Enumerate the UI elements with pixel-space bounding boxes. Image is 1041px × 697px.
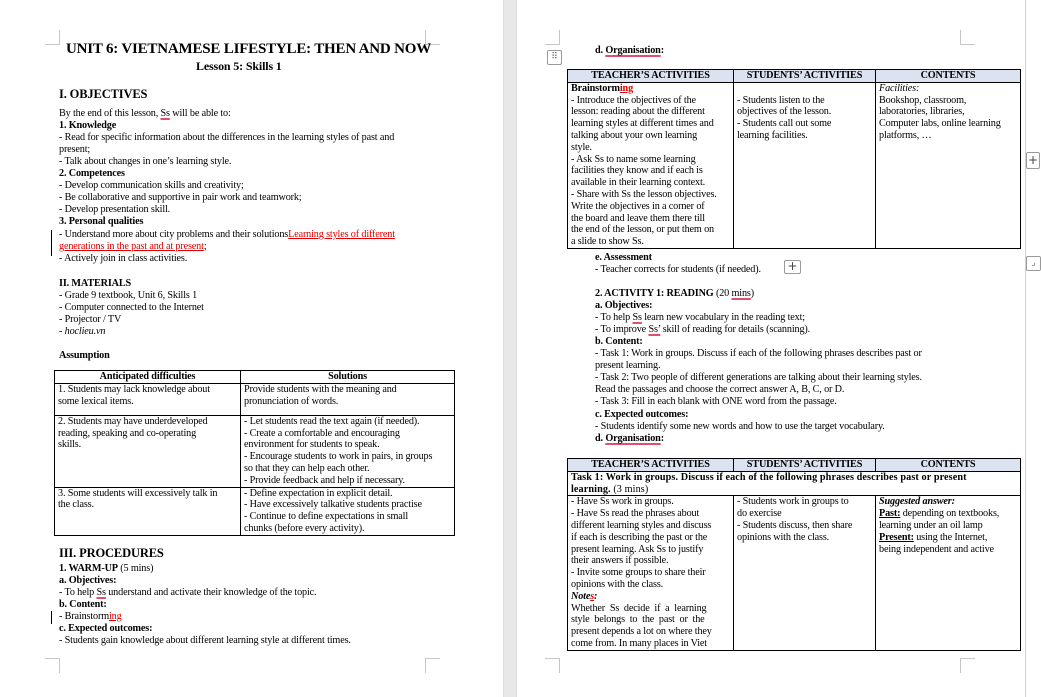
quality-line: - Actively join in class activities. [59, 253, 188, 264]
text: available in their learning context. [571, 177, 706, 189]
column-header: TEACHER’S ACTIVITIES [568, 459, 734, 472]
text: reading, speaking and co-operating [58, 427, 197, 439]
task-row [568, 471, 1021, 496]
text: d. [595, 433, 606, 444]
activity1-objectives-heading: a. Objectives: [595, 300, 653, 311]
text: Write the objectives in a corner of [571, 200, 705, 212]
text: Suggested answer: [879, 496, 955, 508]
activity1-content-line: - Task 3: Fill in each blank with ONE word from the passage. [595, 396, 837, 407]
text: Bookshop, classroom, [879, 94, 967, 106]
tracked-insertion[interactable]: Learning styles of different [288, 229, 395, 240]
warmup-outcome-line: - Students gain knowledge about different learning style at different times. [59, 635, 351, 646]
cell-title [571, 83, 730, 95]
table-row [568, 496, 1021, 650]
text: - Ask Ss to name some learning [571, 153, 696, 165]
text: 2. Students may have underdeveloped [58, 415, 208, 427]
right-edge-line [1025, 0, 1026, 697]
warmup-objective-line [59, 587, 316, 599]
spellcheck-word[interactable]: mins [731, 288, 751, 299]
text: - Continue to define expectations in small [244, 511, 409, 523]
text: being independent and active [879, 543, 994, 555]
page-gap [503, 0, 517, 697]
text: facilities they know and if each is [571, 165, 703, 177]
knowledge-heading: 1. Knowledge [59, 120, 117, 131]
assumption-heading: Assumption [59, 350, 110, 361]
add-row-button[interactable]: + [784, 260, 801, 274]
text: (20 [713, 288, 732, 299]
tracked-insertion[interactable]: generations in the past and at present [59, 241, 204, 252]
text: platforms, … [879, 129, 932, 141]
activity1-content-line: - Task 2: Two people of different generations are talking about their learning styles. [595, 372, 922, 383]
text: learning styles at different times and [571, 118, 714, 130]
text: d. [595, 45, 606, 56]
column-header: CONTENTS [876, 459, 1021, 472]
activity1-content-line: Read the passages and choose the correct answer A, B, C, or D. [595, 384, 845, 395]
text: - Students listen to the [737, 94, 825, 106]
text: (3 mins) [610, 483, 649, 495]
spellcheck-word[interactable]: Organisation [605, 433, 661, 444]
text: pronunciation of words. [244, 395, 339, 407]
difficulty-cell[interactable] [55, 487, 241, 535]
text: - To help [595, 312, 633, 323]
page-margin-corner [425, 658, 440, 673]
text: - Create a comfortable and encouraging [244, 427, 400, 439]
text: skills. [58, 439, 82, 451]
text: Provide students with the meaning and [244, 383, 397, 395]
text: skill of reading for details (scanning). [660, 324, 811, 335]
text: depending on textbooks, [900, 508, 1000, 520]
text: Whether Ss decide if a learning [571, 602, 707, 614]
table-resize-icon[interactable]: ⌟ [1026, 256, 1041, 271]
text: a slide to show Ss. [571, 236, 644, 248]
text: talking about your own learning [571, 129, 698, 141]
column-header: TEACHER’S ACTIVITIES [568, 70, 734, 83]
text: learning facilities. [737, 129, 808, 141]
page-margin-corner [545, 30, 560, 45]
text: style. [571, 141, 592, 153]
page-margin-corner [960, 30, 975, 45]
competences-heading: 2. Competences [59, 168, 125, 179]
text: - Brainstorm [59, 611, 109, 622]
text: come from. In many places in Viet [571, 637, 707, 649]
text: Task 1: Work in groups. Discuss if each of the following phrases describes past or present [571, 471, 967, 483]
text: 1. Students may lack knowledge about [58, 383, 210, 395]
text: opinions with the class. [571, 578, 664, 590]
activity1-content-heading: b. Content: [595, 336, 643, 347]
text-cursor [51, 611, 52, 624]
text: opinions with the class. [737, 531, 830, 543]
solution-cell[interactable] [241, 487, 455, 535]
difficulty-cell[interactable] [55, 415, 241, 487]
text: 1. WARM-UP [59, 563, 118, 574]
knowledge-line: - Talk about changes in one’s learning style. [59, 156, 232, 167]
text: different learning styles and discuss [571, 519, 712, 531]
text: will be able to: [169, 108, 231, 119]
lesson-subtitle: Lesson 5: Skills 1 [196, 59, 282, 73]
assessment-line: - Teacher corrects for students (if needed). [595, 264, 761, 275]
activity1-organisation-heading [595, 433, 664, 445]
spellcheck-word[interactable]: Ss [96, 587, 106, 598]
table-row [568, 82, 1021, 248]
student-activities-cell[interactable] [734, 496, 876, 650]
text: if each is describing the past or the [571, 531, 708, 543]
warmup-outcomes-heading: c. Expected outcomes: [59, 623, 153, 634]
add-column-button[interactable]: + [1027, 153, 1039, 167]
text: the end of the lesson, or put them on [571, 224, 714, 236]
text: - To improve [595, 324, 649, 335]
spellcheck-word[interactable]: Organisation [605, 45, 661, 56]
text: - Provide feedback and help if necessary. [244, 474, 405, 486]
warmup-objectives-heading: a. Objectives: [59, 575, 117, 586]
qualities-heading: 3. Personal qualities [59, 216, 144, 227]
activity1-content-line: present learning. [595, 360, 661, 371]
text: the board and leave them there till [571, 212, 705, 224]
text: - Have Ss read the phrases about [571, 508, 700, 520]
knowledge-line: present; [59, 144, 91, 155]
text: objectives of the lesson. [737, 106, 832, 118]
spellcheck-word[interactable]: Ss’ [648, 324, 661, 335]
tracked-insertion[interactable]: s [590, 590, 595, 602]
text: - [59, 326, 65, 337]
activity1-outcomes-heading: c. Expected outcomes: [595, 409, 689, 420]
text: - Invite some groups to share their [571, 567, 706, 579]
text: learning under an oil lamp [879, 519, 983, 531]
activity1-outcome-line: - Students identify some new words and how to use the target vocabulary. [595, 421, 885, 432]
spellcheck-word[interactable]: Ss [632, 312, 642, 323]
material-item: - Projector / TV [59, 314, 122, 325]
column-header: Solutions [241, 371, 455, 384]
text: using the Internet, [913, 531, 988, 543]
text: - Have excessively talkative students practise [244, 499, 422, 511]
text: so that they can help each other. [244, 462, 370, 474]
competence-line: - Develop presentation skill. [59, 204, 171, 215]
text: learn new vocabulary in the reading text; [641, 312, 805, 323]
warmup-content-line [59, 611, 122, 623]
solution-cell[interactable] [241, 383, 455, 415]
assumption-table[interactable] [54, 370, 455, 536]
procedures-heading: III. PROCEDURES [59, 546, 164, 560]
document-page-left[interactable] [0, 0, 503, 697]
text: - To help [59, 587, 97, 598]
assessment-heading: e. Assessment [595, 252, 652, 263]
spellcheck-word[interactable]: Ss [160, 108, 170, 119]
text: : [594, 590, 598, 602]
student-activities-cell[interactable] [734, 82, 876, 248]
tracked-insertion[interactable]: ing [108, 611, 122, 622]
text: : [660, 45, 664, 56]
activity1-objective-line [595, 312, 805, 324]
text: environment for students to speak. [244, 439, 380, 451]
materials-heading: II. MATERIALS [59, 278, 132, 289]
text: their answers if possible. [571, 555, 669, 567]
table-row [55, 415, 455, 487]
page-margin-corner [45, 658, 60, 673]
organisation-table-activity1[interactable] [567, 458, 1021, 651]
page-margin-corner [45, 30, 60, 45]
teacher-activities-cell[interactable] [568, 496, 734, 650]
text: Present: [879, 531, 914, 543]
text: Computer labs, online learning [879, 118, 1001, 130]
competence-line: - Develop communication skills and creativity; [59, 180, 244, 191]
text: 2. ACTIVITY 1: READING [595, 288, 714, 299]
knowledge-line: - Read for specific information about the differences in the learning styles of past and [59, 132, 395, 143]
text: Brainstorm [571, 82, 620, 94]
text: Facilities: [879, 82, 920, 94]
text: - Students discuss, then share [737, 519, 853, 531]
column-header: STUDENTS’ ACTIVITIES [734, 70, 876, 83]
difficulty-cell[interactable] [55, 383, 241, 415]
text: - Students work in groups to [737, 496, 849, 508]
document-title: UNIT 6: VIETNAMESE LIFESTYLE: THEN AND NOW [66, 41, 432, 57]
teacher-activities-cell[interactable] [568, 82, 734, 248]
quality-line [59, 241, 207, 253]
competence-line: - Be collaborative and supportive in pair work and teamwork; [59, 192, 302, 203]
organisation-heading [595, 45, 664, 57]
text: hoclieu.vn [64, 326, 106, 337]
objectives-heading: I. OBJECTIVES [59, 87, 148, 101]
tracked-insertion[interactable]: ing [619, 82, 634, 94]
text: present depends a lot on where they [571, 626, 712, 638]
text: - Encourage students to work in pairs, in groups [244, 451, 433, 463]
organisation-table-warmup[interactable] [567, 69, 1021, 249]
quality-line [59, 229, 395, 241]
text: 3. Some students will excessively talk in [58, 487, 218, 499]
activity1-content-line: - Task 1: Work in groups. Discuss if each of the following phrases describes past or [595, 348, 922, 359]
text: - Understand more about city problems and their solutions [59, 229, 289, 240]
column-header: STUDENTS’ ACTIVITIES [734, 459, 876, 472]
page-margin-corner [545, 658, 560, 673]
table-row [55, 383, 455, 415]
solution-cell[interactable] [241, 415, 455, 487]
material-item: - Computer connected to the Internet [59, 302, 204, 313]
table-row [55, 487, 455, 535]
contents-cell[interactable] [876, 496, 1021, 650]
text: By the end of this lesson, [59, 108, 161, 119]
text: Note [571, 590, 591, 602]
objectives-intro [59, 108, 231, 120]
material-item: - Grade 9 textbook, Unit 6, Skills 1 [59, 290, 198, 301]
table-move-handle-icon[interactable]: ⠿ [547, 50, 562, 65]
text: present learning. Ask Ss to justify [571, 543, 704, 555]
text: - Share with Ss the lesson objectives. [571, 188, 717, 200]
material-item [59, 326, 105, 338]
text: - Have Ss work in groups. [571, 496, 674, 508]
activity1-heading [595, 288, 754, 300]
text: laboratories, libraries, [879, 106, 965, 118]
text: Past: [879, 508, 901, 520]
text: - Let students read the text again (if needed). [244, 415, 420, 427]
column-header: Anticipated difficulties [55, 371, 241, 384]
text: (5 mins) [117, 563, 154, 574]
change-bar [51, 230, 52, 256]
text: chunks (before every activity). [244, 522, 365, 534]
column-header: CONTENTS [876, 70, 1021, 83]
text: ) [750, 288, 754, 299]
page-margin-corner [960, 658, 975, 673]
text: ; [203, 241, 207, 252]
activity1-objective-line [595, 324, 810, 336]
text: - Students call out some [737, 118, 832, 130]
text: learning. [571, 483, 611, 495]
text: : [660, 433, 664, 444]
warmup-heading [59, 563, 153, 575]
warmup-content-heading: b. Content: [59, 599, 107, 610]
text: style belongs to the past or the [571, 614, 705, 626]
task-description-cell[interactable] [568, 471, 1021, 496]
text: - Define expectation in explicit detail. [244, 487, 393, 499]
text: understand and activate their knowledge of the topic. [105, 587, 317, 598]
text: - Introduce the objectives of the [571, 94, 696, 106]
text: lesson: reading about the different [571, 106, 705, 118]
text: do exercise [737, 508, 782, 520]
contents-cell[interactable] [876, 82, 1021, 248]
document-page-right[interactable] [517, 0, 1041, 697]
notes-label [571, 591, 730, 603]
text: the class. [58, 499, 94, 511]
text: some lexical items. [58, 395, 134, 407]
